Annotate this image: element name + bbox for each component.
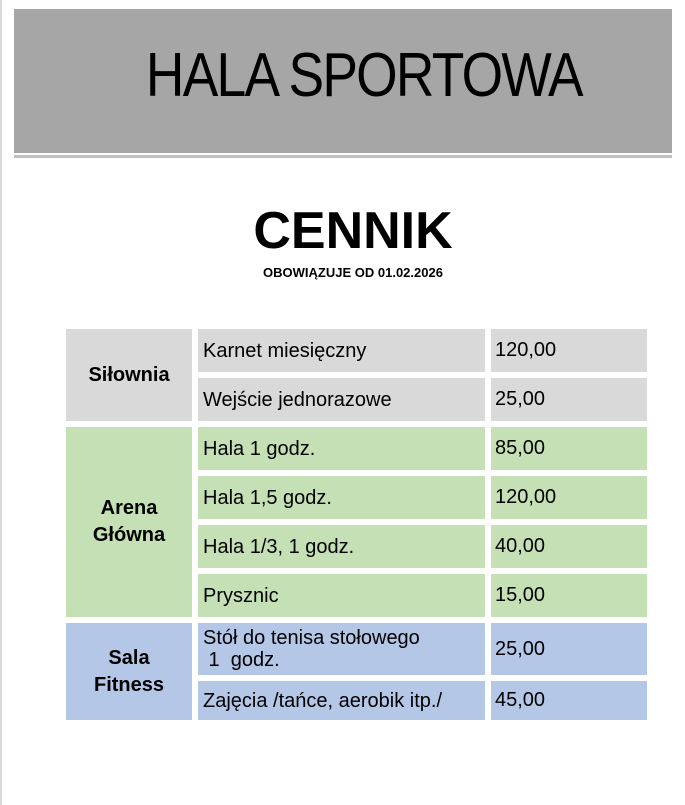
category-label-line1: Sala: [108, 646, 150, 669]
service-cell: Karnet miesięczny: [198, 329, 485, 372]
price-cell: 120,00: [491, 329, 647, 372]
service-cell: Prysznic: [198, 574, 485, 617]
table-row: [66, 623, 647, 675]
service-cell: Zajęcia /tańce, aerobik itp./: [198, 681, 485, 720]
price-cell: 120,00: [491, 476, 647, 519]
service-cell: Hala 1/3, 1 godz.: [198, 525, 485, 568]
service-cell: Hala 1,5 godz.: [198, 476, 485, 519]
header-divider: [14, 155, 672, 158]
header-title: HALA SPORTOWA: [145, 41, 582, 110]
price-cell: 25,00: [491, 623, 647, 675]
category-label-line2: Fitness: [93, 673, 165, 696]
valid-from-subtitle: OBOWIĄZUJE OD 01.02.2026: [263, 265, 443, 280]
page-border: [0, 0, 2, 805]
category-label-line2: Główna: [92, 524, 166, 546]
service-label-line1: Stół do tenisa stołowego: [203, 627, 420, 649]
category-label-line1: Arena: [100, 497, 158, 519]
header-band: [14, 9, 672, 153]
page-title: CENNIK: [253, 202, 453, 260]
price-table: [60, 323, 653, 726]
price-cell: 15,00: [491, 574, 647, 617]
category-label: Siłownia: [88, 363, 170, 386]
price-cell: 85,00: [491, 427, 647, 470]
price-cell: 25,00: [491, 378, 647, 421]
category-silownia: [66, 329, 192, 421]
service-label-line2: 1 godz.: [203, 649, 280, 671]
table-row: [66, 329, 647, 372]
category-fitness: [66, 623, 192, 720]
price-cell: 40,00: [491, 525, 647, 568]
service-cell: Hala 1 godz.: [198, 427, 485, 470]
price-cell: 45,00: [491, 681, 647, 720]
service-cell: [198, 623, 485, 675]
category-arena: [66, 427, 192, 617]
table-row: [66, 427, 647, 470]
service-cell: Wejście jednorazowe: [198, 378, 485, 421]
